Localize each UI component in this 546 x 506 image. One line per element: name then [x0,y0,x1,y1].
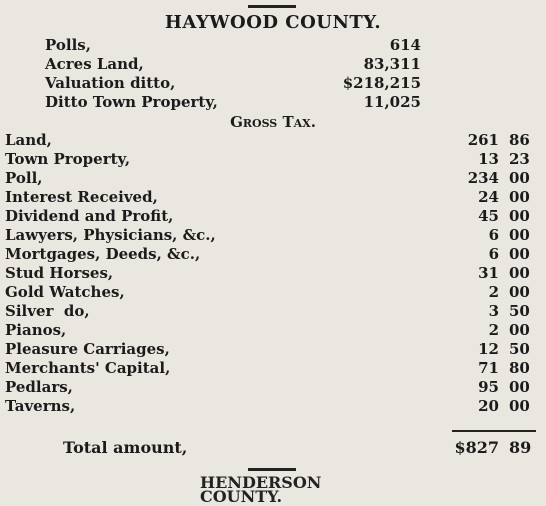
tax-label: Lawyers, Physicians, &c., [5,226,216,244]
tax-row [5,264,535,283]
tax-label: Land, [5,131,52,149]
bottom-rule [248,468,296,471]
tax-cents: 00 [509,321,530,339]
tax-dollars: 45 [478,207,499,225]
tax-cents: 86 [509,131,530,149]
tax-dollars: 31 [478,264,499,282]
tax-dollars: 71 [478,359,499,377]
county-heading: HAYWOOD COUNTY. [164,12,382,33]
stat-row [45,93,421,112]
tax-dollars: 12 [478,340,499,358]
stat-value: 11,025 [363,93,421,111]
stat-value: $218,215 [342,74,421,92]
stat-label: Ditto Town Property, [45,93,218,111]
tax-label: Pianos, [5,321,67,339]
next-county-heading-partial: HENDERSON COUNTY. [200,473,322,506]
tax-label: Taverns, [5,397,76,415]
total-cents: 89 [509,438,532,457]
tax-cents: 00 [509,283,530,301]
tax-row [5,340,535,359]
stat-row [45,36,421,55]
sum-rule [452,430,536,432]
tax-row [5,131,535,150]
tax-cents: 80 [509,359,530,377]
stat-value: 83,311 [363,55,421,73]
stat-label: Polls, [45,36,91,54]
tax-label: Pedlars, [5,378,73,396]
tax-cents: 00 [509,264,530,282]
tax-row [5,226,535,245]
tax-dollars: 3 [488,302,499,320]
tax-row [5,359,535,378]
tax-row [5,378,535,397]
total-row [5,438,535,458]
tax-label: Dividend and Profit, [5,207,174,225]
tax-row [5,397,535,416]
tax-label: Interest Received, [5,188,158,206]
tax-dollars: 2 [488,321,499,339]
gross-tax-subheading: Gross Tax. [230,113,316,131]
stat-row [45,55,421,74]
stat-row [45,74,421,93]
tax-label: Merchants' Capital, [5,359,171,377]
tax-row [5,302,535,321]
tax-dollars: 95 [478,378,499,396]
tax-dollars: 13 [478,150,499,168]
tax-row [5,321,535,340]
tax-label: Poll, [5,169,43,187]
tax-label: Mortgages, Deeds, &c., [5,245,201,263]
tax-cents: 00 [509,207,530,225]
tax-row [5,169,535,188]
tax-dollars: 20 [478,397,499,415]
tax-cents: 00 [509,188,530,206]
tax-row [5,283,535,302]
tax-row [5,207,535,226]
tax-cents: 23 [509,150,530,168]
top-rule [248,5,296,8]
tax-label: Town Property, [5,150,131,168]
tax-cents: 00 [509,397,530,415]
tax-cents: 00 [509,378,530,396]
tax-label: Gold Watches, [5,283,125,301]
tax-row [5,188,535,207]
tax-dollars: 2 [488,283,499,301]
tax-cents: 50 [509,340,530,358]
tax-label: Silver do, [5,302,90,320]
tax-dollars: 234 [467,169,499,187]
tax-dollars: 6 [488,226,499,244]
total-label: Total amount, [63,438,188,457]
tax-row [5,150,535,169]
tax-cents: 00 [509,226,530,244]
tax-label: Pleasure Carriages, [5,340,170,358]
tax-cents: 50 [509,302,530,320]
tax-dollars: 6 [488,245,499,263]
tax-row [5,245,535,264]
tax-dollars: 24 [478,188,499,206]
tax-cents: 00 [509,245,530,263]
stat-value: 614 [389,36,421,54]
tax-cents: 00 [509,169,530,187]
stat-label: Valuation ditto, [45,74,176,92]
total-dollars: $827 [454,438,499,457]
stat-label: Acres Land, [45,55,144,73]
tax-label: Stud Horses, [5,264,114,282]
tax-dollars: 261 [467,131,499,149]
